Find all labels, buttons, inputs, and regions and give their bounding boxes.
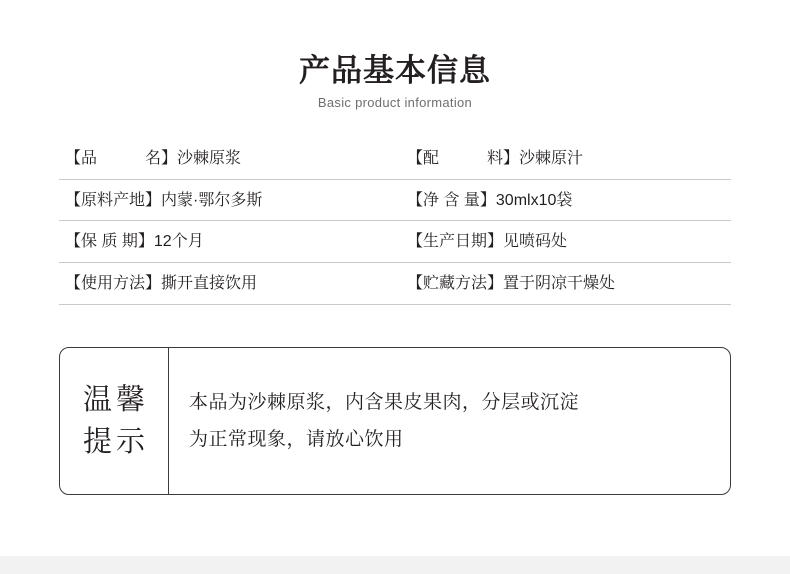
info-cell-right <box>395 138 731 179</box>
notice-box <box>59 347 731 495</box>
product-info-table <box>59 138 731 304</box>
info-value: 12个月 <box>153 233 204 251</box>
page-title: 产品基本信息 <box>299 53 491 88</box>
info-value: 内蒙·鄂尔多斯 <box>161 191 263 209</box>
table-row <box>59 262 731 304</box>
table-row <box>59 179 731 221</box>
info-label: 【净 含 量】 <box>407 191 496 209</box>
info-cell-left <box>59 221 395 263</box>
info-value: 沙棘原浆 <box>177 150 242 168</box>
info-cell-right <box>395 221 731 263</box>
info-label: 【生产日期】 <box>407 233 504 251</box>
notice-tag-line-2: 提示 <box>82 426 149 458</box>
notice-body <box>169 348 730 494</box>
info-cell-left <box>59 179 395 221</box>
notice-text-line-2: 为正常现象，请放心饮用 <box>189 429 404 450</box>
info-cell-right <box>395 262 731 304</box>
footer-strip <box>0 556 790 574</box>
info-value: 见喷码处 <box>503 233 568 251</box>
table-row <box>59 221 731 263</box>
info-label: 【贮藏方法】 <box>407 274 504 292</box>
info-value: 30mlx10袋 <box>495 191 573 209</box>
info-cell-right <box>395 179 731 221</box>
info-label: 【配 料】 <box>407 150 520 168</box>
info-label: 【使用方法】 <box>65 274 162 292</box>
info-value: 置于阴凉干燥处 <box>503 274 616 292</box>
info-label: 【品 名】 <box>65 150 178 168</box>
info-value: 撕开直接饮用 <box>161 274 258 292</box>
info-value: 沙棘原汁 <box>519 150 584 168</box>
info-cell-left <box>59 138 395 179</box>
notice-tag <box>60 348 169 494</box>
notice-tag-line-1: 温馨 <box>82 383 149 416</box>
info-label: 【保 质 期】 <box>65 233 154 251</box>
page-title-block <box>0 0 790 110</box>
info-label: 【原料产地】 <box>65 191 162 209</box>
info-cell-left <box>59 262 395 304</box>
notice-text-line-1: 本品为沙棘原浆，内含果皮果肉，分层或沉淀 <box>189 391 580 413</box>
page-subtitle: Basic product information <box>317 95 473 111</box>
table-row <box>59 138 731 179</box>
